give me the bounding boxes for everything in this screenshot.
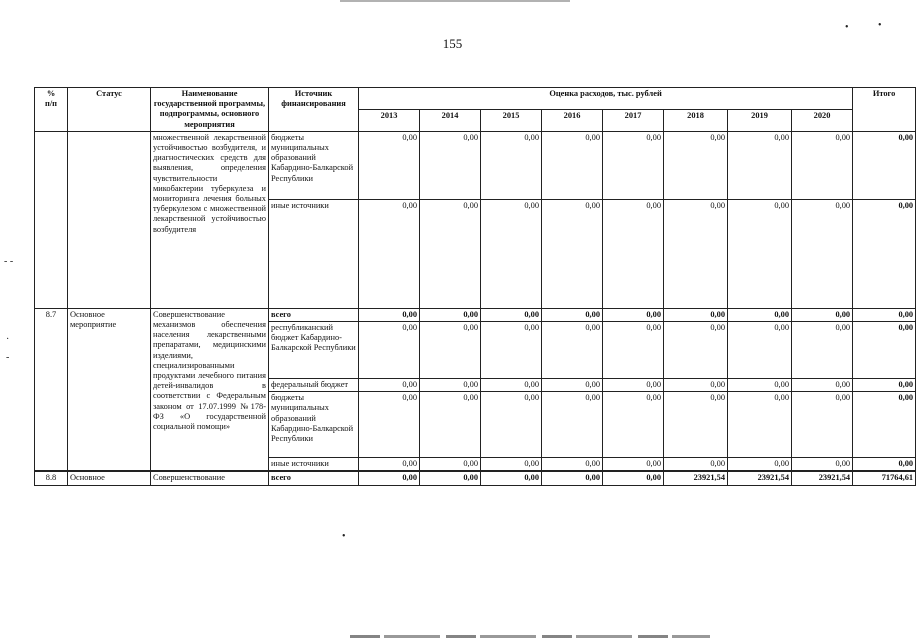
- value-cell: 0,00: [542, 379, 603, 392]
- value-cell: 0,00: [603, 379, 664, 392]
- value-cell: 0,00: [792, 379, 853, 392]
- total-cell: 0,00: [853, 308, 916, 321]
- source-cell: федеральный бюджет: [269, 379, 359, 392]
- col-header-estimate: Оценка расходов, тыс. рублей: [359, 88, 853, 110]
- scan-speck: •: [342, 531, 346, 542]
- total-cell: 0,00: [853, 379, 916, 392]
- value-cell: 0,00: [542, 308, 603, 321]
- scan-speck: ·: [6, 334, 10, 345]
- value-cell: 0,00: [664, 199, 728, 308]
- value-cell: 0,00: [481, 458, 542, 472]
- col-header-num: % п/п: [35, 88, 68, 132]
- value-cell: 0,00: [420, 308, 481, 321]
- scan-edge-line: [340, 0, 570, 2]
- value-cell: 0,00: [481, 379, 542, 392]
- num-cell: 8.7: [35, 308, 68, 471]
- value-cell: 0,00: [420, 131, 481, 199]
- value-cell: 0,00: [664, 379, 728, 392]
- value-cell: 0,00: [359, 379, 420, 392]
- value-cell: 0,00: [359, 322, 420, 379]
- value-cell: 0,00: [792, 322, 853, 379]
- value-cell: 0,00: [542, 471, 603, 485]
- source-cell: иные источники: [269, 199, 359, 308]
- source-cell: иные источники: [269, 458, 359, 472]
- table-row: [35, 131, 916, 199]
- value-cell: 0,00: [603, 392, 664, 458]
- source-cell: республиканский бюджет Кабардино-Балкарской Республики: [269, 322, 359, 379]
- value-cell: 0,00: [481, 199, 542, 308]
- value-cell: 0,00: [481, 308, 542, 321]
- year-header: 2016: [542, 109, 603, 131]
- scan-speck: •: [878, 20, 882, 31]
- value-cell: 0,00: [664, 322, 728, 379]
- program-name-cell: Совершенствование: [151, 471, 269, 485]
- value-cell: 23921,54: [664, 471, 728, 485]
- page-number: 155: [442, 36, 463, 51]
- value-cell: 0,00: [792, 308, 853, 321]
- value-cell: 0,00: [792, 392, 853, 458]
- year-header: 2020: [792, 109, 853, 131]
- program-name-cell: Совершенствование механизмов обеспечения населения лекарственными препаратами, медицинскими изделиями, специализированными продуктами лечебного питания детей-инвалидов в соответствии с Федеральным законом от 17.07.1999 №178-ФЗ «О государственной социальной помощи»: [151, 308, 269, 471]
- year-header: 2019: [728, 109, 792, 131]
- value-cell: 0,00: [664, 131, 728, 199]
- value-cell: 0,00: [728, 392, 792, 458]
- value-cell: 0,00: [792, 199, 853, 308]
- year-header: 2017: [603, 109, 664, 131]
- total-cell: 0,00: [853, 322, 916, 379]
- total-cell: 71764,61: [853, 471, 916, 485]
- value-cell: 0,00: [603, 199, 664, 308]
- col-header-source: Источник финансирования: [269, 88, 359, 132]
- value-cell: 0,00: [420, 392, 481, 458]
- status-cell: Основное мероприятие: [68, 308, 151, 471]
- value-cell: 0,00: [542, 458, 603, 472]
- source-cell: бюджеты муниципальных образований Кабардино-Балкарской Республики: [269, 392, 359, 458]
- value-cell: 0,00: [728, 131, 792, 199]
- value-cell: 0,00: [420, 471, 481, 485]
- value-cell: 0,00: [420, 322, 481, 379]
- table-row: [35, 308, 916, 321]
- value-cell: 0,00: [792, 458, 853, 472]
- value-cell: 0,00: [603, 322, 664, 379]
- value-cell: 0,00: [359, 392, 420, 458]
- value-cell: 0,00: [481, 471, 542, 485]
- value-cell: 0,00: [481, 131, 542, 199]
- value-cell: 0,00: [728, 199, 792, 308]
- value-cell: 0,00: [664, 308, 728, 321]
- value-cell: 0,00: [481, 392, 542, 458]
- total-cell: 0,00: [853, 131, 916, 199]
- scan-speck: - -: [4, 256, 14, 267]
- value-cell: 0,00: [728, 458, 792, 472]
- col-header-name: Наименование государственной программы, подпрограммы, основного мероприятия: [151, 88, 269, 132]
- value-cell: 0,00: [603, 131, 664, 199]
- value-cell: 0,00: [603, 308, 664, 321]
- scan-speck: •: [845, 22, 849, 33]
- value-cell: 0,00: [728, 379, 792, 392]
- status-cell: [68, 131, 151, 308]
- value-cell: 0,00: [664, 392, 728, 458]
- program-name-cell: множественной лекарственной устойчивостью возбудителя, и диагностических средств для выявления, определения чувствительности микобактерии туберкулеза и мониторинга лечения больных туберкулезом с множественной лекарственной устойчивостью возбудителя: [151, 131, 269, 308]
- value-cell: 0,00: [481, 322, 542, 379]
- scan-speck: -: [6, 352, 10, 363]
- value-cell: 0,00: [359, 308, 420, 321]
- value-cell: 0,00: [542, 392, 603, 458]
- year-header: 2014: [420, 109, 481, 131]
- status-cell: Основное: [68, 471, 151, 485]
- value-cell: 0,00: [792, 131, 853, 199]
- value-cell: 0,00: [603, 471, 664, 485]
- scan-edge-line: [350, 635, 710, 638]
- num-cell: [35, 131, 68, 308]
- source-cell: всего: [269, 308, 359, 321]
- value-cell: 0,00: [542, 199, 603, 308]
- col-header-status: Статус: [68, 88, 151, 132]
- total-cell: 0,00: [853, 458, 916, 472]
- value-cell: 0,00: [420, 379, 481, 392]
- col-header-total: Итого: [853, 88, 916, 132]
- value-cell: 0,00: [359, 131, 420, 199]
- value-cell: 23921,54: [792, 471, 853, 485]
- value-cell: 0,00: [420, 199, 481, 308]
- table-row: [35, 471, 916, 485]
- value-cell: 0,00: [542, 322, 603, 379]
- total-cell: 0,00: [853, 199, 916, 308]
- value-cell: 0,00: [728, 308, 792, 321]
- total-cell: 0,00: [853, 392, 916, 458]
- value-cell: 0,00: [664, 458, 728, 472]
- year-header: 2018: [664, 109, 728, 131]
- value-cell: 0,00: [359, 471, 420, 485]
- year-header: 2015: [481, 109, 542, 131]
- year-header: 2013: [359, 109, 420, 131]
- header-row: [35, 88, 916, 110]
- value-cell: 0,00: [603, 458, 664, 472]
- value-cell: 0,00: [542, 131, 603, 199]
- num-cell: 8.8: [35, 471, 68, 485]
- value-cell: 0,00: [420, 458, 481, 472]
- budget-table: [34, 87, 916, 486]
- value-cell: 0,00: [359, 458, 420, 472]
- value-cell: 23921,54: [728, 471, 792, 485]
- value-cell: 0,00: [359, 199, 420, 308]
- source-cell: всего: [269, 471, 359, 485]
- source-cell: бюджеты муниципальных образований Кабардино-Балкарской Республики: [269, 131, 359, 199]
- value-cell: 0,00: [728, 322, 792, 379]
